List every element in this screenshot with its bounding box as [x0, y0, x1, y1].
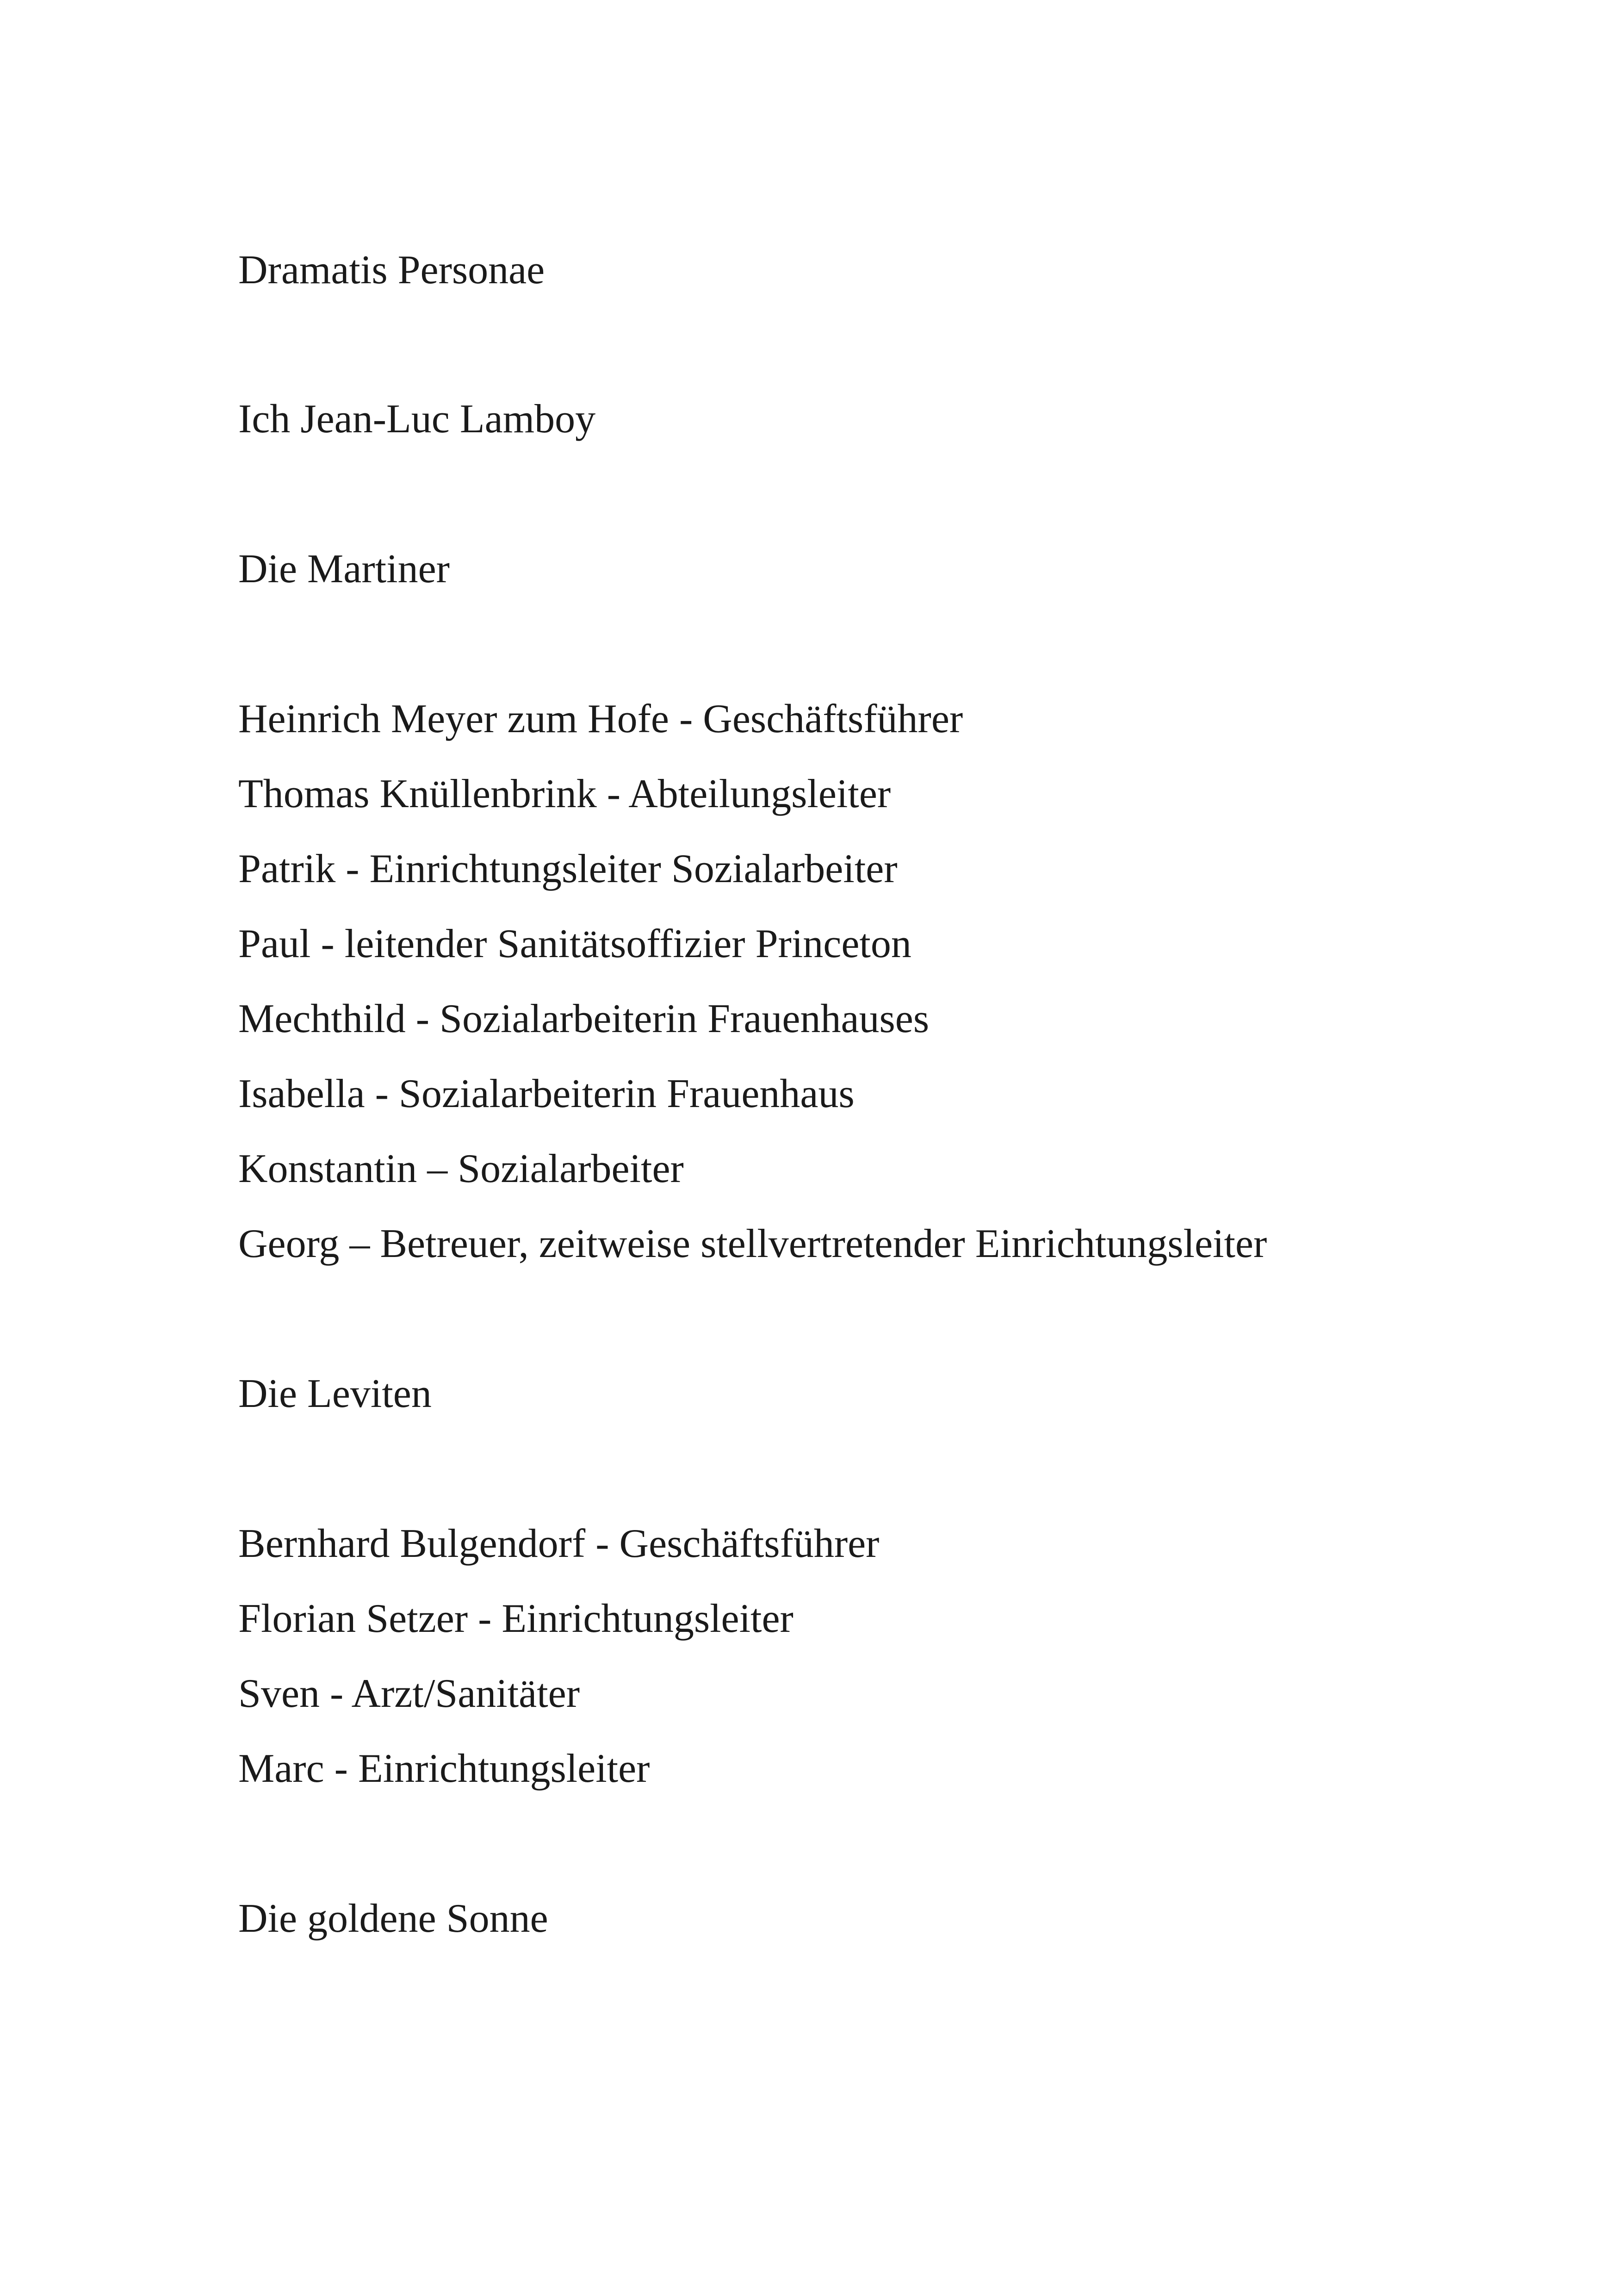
cast-entry: Florian Setzer - Einrichtungsleiter: [238, 1596, 794, 1641]
narrator-line: Ich Jean-Luc Lamboy: [238, 397, 596, 442]
cast-entry: Patrik - Einrichtungsleiter Sozialarbeiter: [238, 846, 898, 891]
cast-entry: Heinrich Meyer zum Hofe - Geschäftsführer: [238, 697, 963, 741]
cast-entry: Marc - Einrichtungsleiter: [238, 1746, 650, 1791]
cast-entry: Paul - leitender Sanitätsoffizier Princeton: [238, 921, 911, 966]
cast-entry: Mechthild - Sozialarbeiterin Frauenhauses: [238, 996, 930, 1041]
cast-entry: Konstantin – Sozialarbeiter: [238, 1146, 684, 1191]
cast-entry: Bernhard Bulgendorf - Geschäftsführer: [238, 1521, 880, 1566]
cast-entry: Georg – Betreuer, zeitweise stellvertretender Einrichtungsleiter: [238, 1221, 1267, 1266]
group-heading-martiner: Die Martiner: [238, 547, 450, 591]
cast-entry: Isabella - Sozialarbeiterin Frauenhaus: [238, 1071, 855, 1116]
cast-entry: Thomas Knüllenbrink - Abteilungsleiter: [238, 772, 891, 816]
cast-entry: Sven - Arzt/Sanitäter: [238, 1671, 580, 1716]
page-title: Dramatis Personae: [238, 248, 545, 292]
group-heading-leviten: Die Leviten: [238, 1371, 432, 1416]
group-heading-goldene-sonne: Die goldene Sonne: [238, 1896, 548, 1941]
